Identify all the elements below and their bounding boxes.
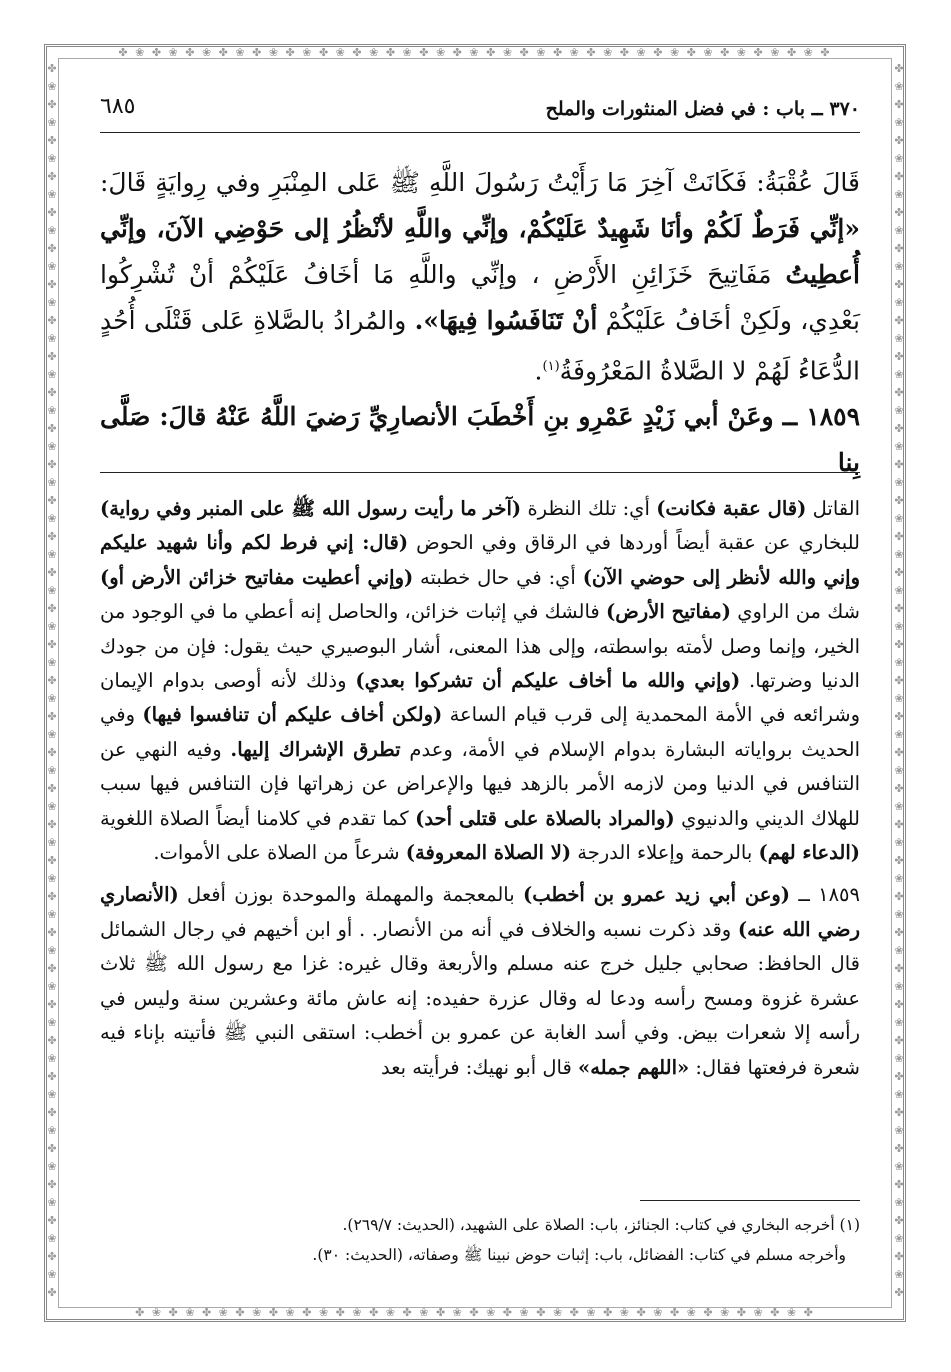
matn-text: .: [534, 356, 543, 386]
commentary-quote: (قال: إني فرط لكم وأنا شهيد عليكم وإني والله لأنظر إلى حوضي الآن): [100, 531, 860, 589]
commentary-paragraph-1: [100, 492, 860, 870]
commentary-text: شرعاً من الصلاة على الأموات.: [153, 841, 406, 865]
footnotes: [100, 1210, 860, 1270]
commentary-text: وقد ذكرت نسبه والخلاف في أنه من الأنصار. . أو ابن أخيهم في رجال الشمائل قال الحافظ: صحابي جليل خرج عنه مسلم والأربعة وقال غيره: غزا مع رسول الله ﷺ ثلاث عشرة غزوة ومسح رأسه ودعا له وقال عزرة حفيده: إنه عاش مائة وعشرين سنة وليس في رأسه إلا شعرات بيض. وفي أسد الغابة عن عمرو بن أخطب: استقى النبي ﷺ فأتيته بإناء فيه شعرة فرفعتها فقال:: [100, 917, 860, 1079]
commentary-text: للبخاري عن عقبة أيضاً أوردها في الرقاق وفي الحوض: [408, 531, 860, 555]
footnote-separator: [640, 1200, 860, 1201]
commentary-quote: (وإني والله ما أخاف عليكم أن تشركوا بعدي): [355, 669, 741, 693]
commentary-quote: (لا الصلاة المعروفة): [405, 841, 572, 865]
commentary-text: وذلك لأنه أوصى بدوام الإيمان وشرائعه في الأمة المحمدية إلى قرب قيام الساعة: [100, 669, 860, 727]
hadith-text: [100, 160, 860, 486]
commentary-text: بالمعجمة والمهملة والموحدة بوزن أفعل: [178, 883, 523, 907]
commentary-text: بالرحمة وإعلاء الدرجة: [571, 841, 759, 865]
commentary-hadith-number: ١٨٥٩ ــ: [790, 883, 861, 907]
matn-quote: «إنِّي فَرَطٌ لَكُمْ وأنَا شَهِيدٌ عَلَيْكُمْ، وإنِّي واللَّهِ لأنْظُرُ إلى حَوْضِي الآنَ، وإنِّي أُعطِيتُ: [100, 214, 860, 289]
commentary-quote: (ولكن أخاف عليكم أن تنافسوا فيها): [142, 703, 443, 727]
commentary-quote: (وإني أعطيت مفاتيح خزائن الأرض أو): [100, 565, 414, 589]
commentary-quote: (الدعاء لهم): [758, 841, 860, 865]
commentary-paragraph-2: [100, 878, 860, 1084]
commentary-text: القاتل: [806, 497, 861, 520]
commentary-text: فالشك في إثبات خزائن، والحاصل إنه أعطي ما في الوجود من الخير، وإنما وصل لأمته بواسطته، وإلى هذا المعنى، أشار البوصيري حيث يقول: فإن من جودك الدنيا وضرتها.: [100, 600, 860, 693]
hadith-paragraph-1: [100, 160, 860, 394]
commentary-quote: (الأنصاري رضي الله عنه): [100, 883, 860, 941]
matn-quote: أنْ تَنَافَسُوا فِيهَا».: [414, 306, 598, 335]
page-number: ٦٨٥: [100, 94, 136, 119]
chapter-title: ٣٧٠ ــ باب : في فضل المنثورات والملح: [545, 98, 860, 120]
matn-text: وعَنْ أبي زَيْدٍ عَمْرِو بنِ أَخْطَبَ الأنصارِيِّ رَضيَ اللَّهُ عَنْهُ قالَ: صَلَّى بِنا: [100, 402, 860, 478]
hadith-number: ١٨٥٩ ــ: [782, 402, 861, 432]
text-separator: [100, 472, 860, 473]
commentary-quote: (والمراد بالصلاة على قتلى أحد): [415, 806, 675, 830]
footnote-1-continued: وأخرجه مسلم في كتاب: الفضائل، باب: إثبات حوض نبينا ﷺ وصفاته، (الحديث: ٣٠).: [312, 1246, 846, 1264]
commentary-text: أي: في حال خطبته: [413, 565, 583, 589]
border-ornament-top: ✤ ❀ ✤ ❀ ✤ ❀ ✤ ❀ ✤ ❀ ✤ ❀ ✤ ❀ ✤ ❀ ✤ ❀ ✤ ❀ ✤ ❀ ✤ ❀ ✤ ❀ ✤ ❀ ✤ ❀ ✤ ❀ ✤ ❀ ✤ ❀ ✤ ❀ ✤ ❀ ✤ ❀ ✤: [118, 46, 832, 58]
running-header: [100, 88, 860, 133]
footnote-1: (١) أخرجه البخاري في كتاب: الجنائز، باب: الصلاة على الشهيد، (الحديث: ٢٦٩/٧).: [342, 1216, 860, 1234]
commentary-text: وفيه النهي عن التنافس في الدنيا ومن لازمه الأمر بالزهد فيها والإعراض عن زهراتها فإن التنافس فيها سبب للهلاك الديني والدنيوي: [100, 737, 860, 830]
commentary-text: أي: تلك النظرة: [521, 497, 657, 520]
matn-text: مَفَاتِيحَ خَزَائِنِ الأَرْضِ ، وإنِّي واللَّهِ مَا أخَافُ عَلَيْكُمْ أنْ تُشْرِكُوا بَعْدِي، ولَكِنْ أخَافُ عَلَيْكُمْ: [100, 260, 860, 335]
matn-text: والمُرادُ بالصَّلاةِ عَلى قَتْلَى أُحُدٍ الدُّعَاءُ لَهُمْ لا الصَّلاةُ المَعْرُوفَةُ: [100, 306, 860, 386]
commentary-quote: تطرق الإشراك إليها.: [230, 737, 401, 761]
footnote-marker: (١): [542, 359, 560, 374]
commentary-quote: (قال عقبة فكانت): [656, 497, 807, 520]
commentary-text: وفي الحديث برواياته البشارة بدوام الإسلام في الأمة، وعدم: [100, 703, 860, 761]
border-ornament-bottom: ✤ ❀ ✤ ❀ ✤ ❀ ✤ ❀ ✤ ❀ ✤ ❀ ✤ ❀ ✤ ❀ ✤ ❀ ✤ ❀ ✤ ❀ ✤ ❀ ✤ ❀ ✤ ❀ ✤ ❀ ✤ ❀ ✤ ❀ ✤ ❀ ✤ ❀ ✤ ❀ ✤: [135, 1306, 815, 1318]
commentary-text: قال أبو نهيك: فرأيته بعد: [381, 1055, 578, 1079]
commentary: [100, 492, 860, 1085]
commentary-text: كما تقدم في كلامنا أيضاً الصلاة اللغوية: [100, 806, 416, 830]
border-ornament-left: ✤ ❀ ✤ ❀ ✤ ❀ ✤ ❀ ✤ ❀ ✤ ❀ ✤ ❀ ✤ ❀ ✤ ❀ ✤ ❀ ✤ ❀ ✤ ❀ ✤ ❀ ✤ ❀ ✤ ❀ ✤ ❀ ✤ ❀ ✤ ❀ ✤ ❀ ✤ ❀ ✤ ❀ ✤ ❀ ✤ ❀ ✤ ❀ ✤ ❀ ✤ ❀ ✤ ❀ ✤ ❀ ✤ ❀ ✤ ❀ ✤ ❀ ✤ ❀ ✤ ❀ ✤ ❀ ✤: [47, 62, 57, 1299]
commentary-text: شك من الراوي: [730, 600, 861, 624]
commentary-quote: «اللهم جمله»: [578, 1055, 690, 1079]
border-ornament-right: ✤ ❀ ✤ ❀ ✤ ❀ ✤ ❀ ✤ ❀ ✤ ❀ ✤ ❀ ✤ ❀ ✤ ❀ ✤ ❀ ✤ ❀ ✤ ❀ ✤ ❀ ✤ ❀ ✤ ❀ ✤ ❀ ✤ ❀ ✤ ❀ ✤ ❀ ✤ ❀ ✤ ❀ ✤ ❀ ✤ ❀ ✤ ❀ ✤ ❀ ✤ ❀ ✤ ❀ ✤ ❀ ✤ ❀ ✤ ❀ ✤ ❀ ✤ ❀ ✤ ❀ ✤ ❀ ✤: [894, 62, 904, 1299]
matn-text: قَالَ عُقْبَةُ: فَكَانَتْ آخِرَ مَا رَأَيْتُ رَسُولَ اللَّهِ ﷺ عَلى المِنْبَرِ وفي رِوايَةٍ قَالَ:: [100, 168, 860, 197]
commentary-quote: (مفاتيح الأرض): [605, 600, 731, 624]
commentary-quote: (آخر ما رأيت رسول الله ﷺ على المنبر وفي رواية): [100, 497, 522, 520]
commentary-quote: (وعن أبي زيد عمرو بن أخطب): [522, 883, 791, 907]
